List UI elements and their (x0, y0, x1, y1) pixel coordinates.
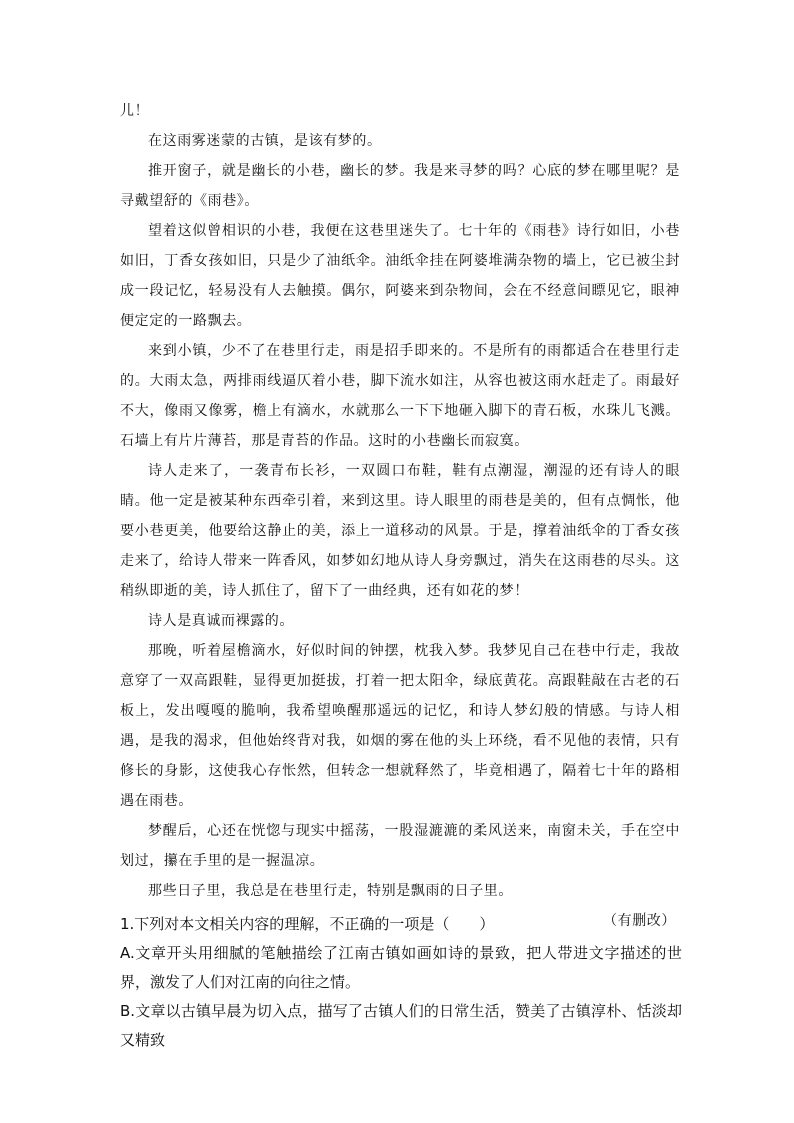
essay-paragraph: 那晚，听着屋檐滴水，好似时间的钟摆，枕我入梦。我梦见自己在巷中行走，我故意穿了一双高跟鞋，显得更加挺拔，打着一把太阳伞，绿底黄花。高跟鞋敲在古老的石板上，发出嘎嘎的脆响，我希望唤醒那遥远的记忆，和诗人梦幻般的情感。与诗人相遇，是我的渴求，但他始终背对我，如烟的雾在他的头上环绕，看不见他的表情，只有修长的身影，这使我心存怅然，但转念一想就释然了，毕竟相遇了，隔着七十年的路相遇在雨巷。 (120, 643, 680, 809)
question-stem: 1.下列对本文相关内容的理解，不正确的一项是（ ） (120, 915, 495, 933)
essay-paragraph: 儿！ (120, 103, 150, 119)
essay-paragraph: 推开窗子，就是幽长的小巷，幽长的梦。我是来寻梦的吗？心底的梦在哪里呢？是寻戴望舒的《雨巷》。 (120, 163, 680, 209)
essay-paragraph: 诗人走来了，一袭青布长衫，一双圆口布鞋，鞋有点潮湿，潮湿的还有诗人的眼睛。他一定是被某种东西牵引着，来到这里。诗人眼里的雨巷是美的，但有点惆怅，他要小巷更美，他要给这静止的美，添上一道移动的风景。于是，撑着油纸伞的丁香女孩走来了，给诗人带来一阵香风，如梦如幻地从诗人身旁飘过，消失在这雨巷的尽头。这稍纵即逝的美，诗人抓住了，留下了一曲经典，还有如花的梦！ (120, 463, 680, 599)
question-section (120, 910, 682, 1055)
essay-paragraph: 来到小镇，少不了在巷里行走，雨是招手即来的。不是所有的雨都适合在巷里行走的。大雨太急，两排雨线逼仄着小巷，脚下流水如注，从容也被这雨水赶走了。雨最好不大，像雨又像雾，檐上有滴水，水就那么一下下地砸入脚下的青石板，水珠儿飞溅。石墙上有片片薄苔，那是青苔的作品。这时的小巷幽长而寂寞。 (120, 343, 680, 449)
question-options (120, 939, 682, 1055)
essay-paragraph: 梦醒后，心还在恍惚与现实中摇荡，一股湿漉漉的柔风送来，南窗未关，手在空中划过，攥在手里的是一握温凉。 (120, 823, 680, 869)
option-b: B.文章以古镇早晨为切入点，描写了古镇人们的日常生活，赞美了古镇淳朴、恬淡却又精致 (120, 1002, 682, 1049)
option-a: A.文章开头用细腻的笔触描绘了江南古镇如画如诗的景致，把人带进文字描述的世界，激发了人们对江南的向往之情。 (120, 944, 682, 991)
essay-paragraph: 诗人是真诚而裸露的。 (148, 613, 294, 629)
essay-paragraph: 望着这似曾相识的小巷，我便在这巷里迷失了。七十年的《雨巷》诗行如旧，小巷如旧，丁香女孩如旧，只是少了油纸伞。油纸伞挂在阿婆堆满杂物的墙上，它已被尘封成一段记忆，轻易没有人去触摸。偶尔，阿婆来到杂物间，会在不经意间瞟见它，眼神便定定的一路飘去。 (120, 223, 680, 329)
essay-paragraph: 在这雨雾迷蒙的古镇，是该有梦的。 (148, 133, 382, 149)
source-note: （有删改） (603, 913, 676, 929)
essay-paragraph: 那些日子里，我总是在巷里行走，特别是飘雨的日子里。 (148, 883, 513, 899)
essay-body (120, 96, 680, 936)
